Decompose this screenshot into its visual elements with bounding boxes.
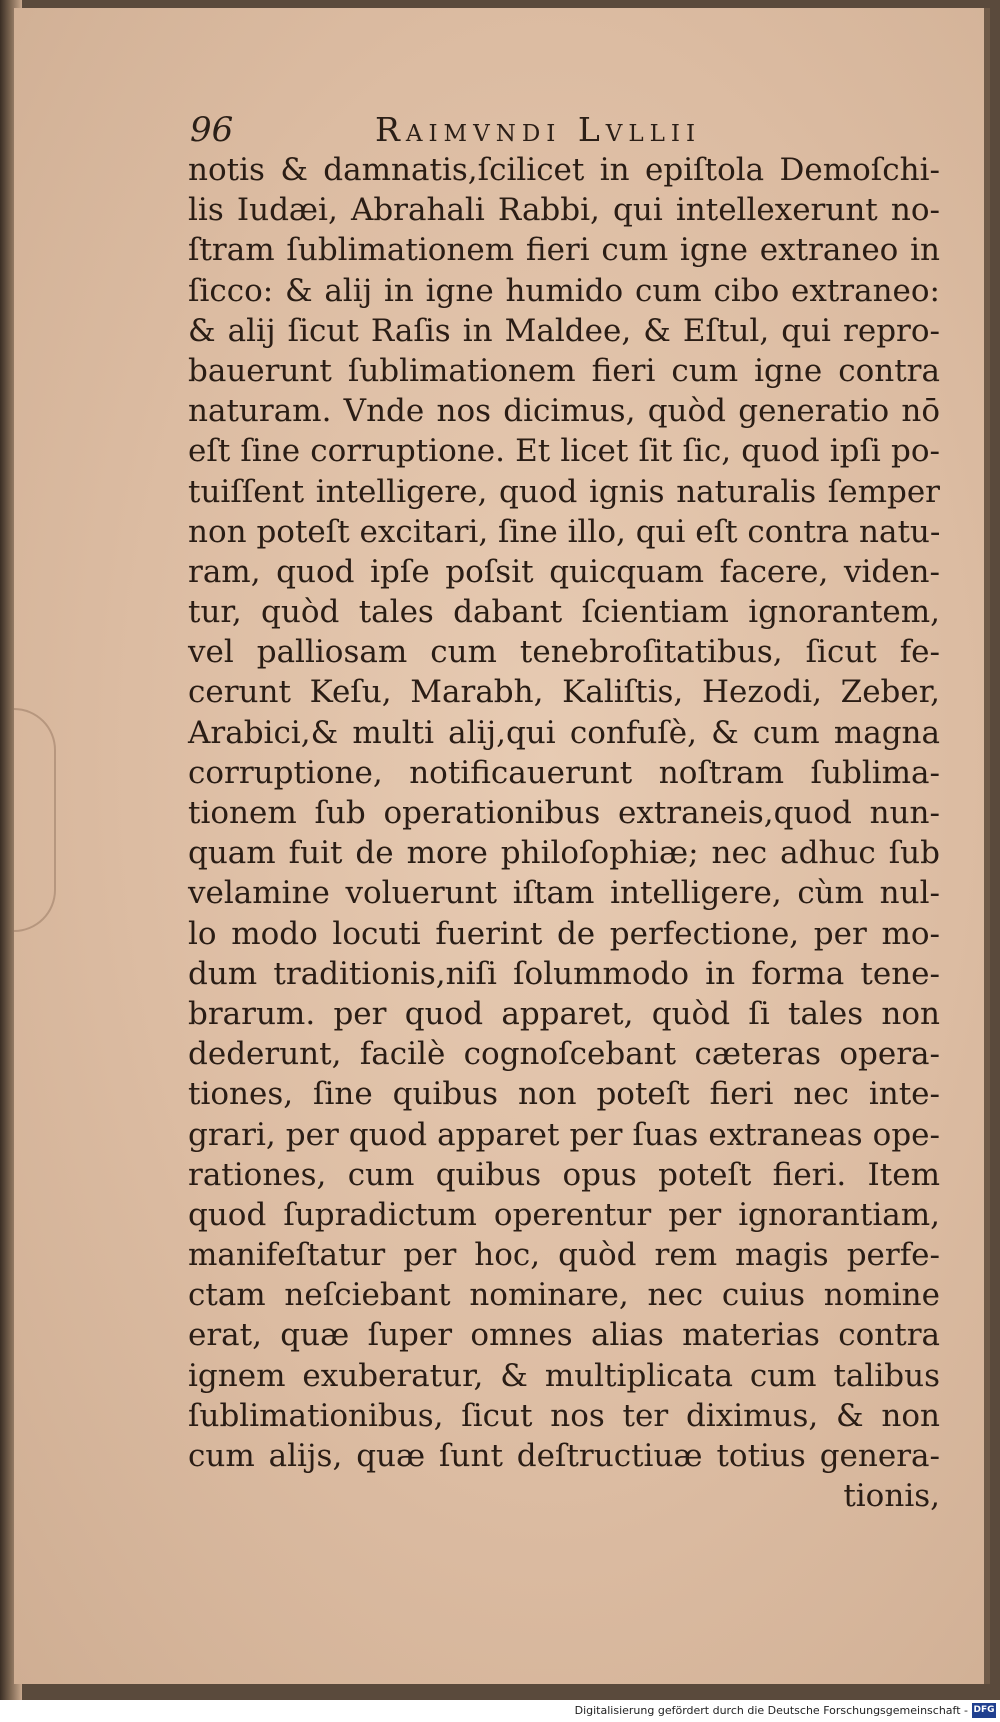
text-line: velamine voluerunt iſtam intelligere, cùm nul- [188, 875, 940, 912]
text-line: naturam. Vnde nos dicimus, quòd generatio nō [188, 393, 940, 430]
text-line: tuiſſent intelligere, quod ignis naturalis ſemper [188, 473, 940, 510]
text-line-catchword: tionis, [843, 1478, 940, 1515]
text-line: cerunt Keſu, Marabh, Kaliſtis, Hezodi, Zeber, [188, 674, 940, 711]
running-head [190, 108, 830, 152]
funding-credit-bar [0, 1700, 1000, 1722]
text-line: quam fuit de more philoſophiæ; nec adhuc ſub [188, 835, 940, 872]
text-line: tur, quòd tales dabant ſcientiam ignorantem, [188, 594, 940, 631]
text-line: ſublimationibus, ſicut nos ter diximus, & non [188, 1397, 940, 1434]
text-line: dum traditionis,niſi ſolummodo in forma tene- [188, 955, 940, 992]
text-line: ignem exuberatur, & multiplicata cum talibus [188, 1357, 940, 1394]
text-line: ctam neſciebant nominare, nec cuius nomine [188, 1277, 940, 1314]
page-number: 96 [190, 110, 234, 150]
dfg-logo: DFG [972, 1703, 996, 1718]
text-line: quod ſupradictum operentur per ignorantiam, [188, 1196, 940, 1233]
running-title: Raimvndi Lvllii [375, 110, 702, 149]
text-line: bauerunt ſublimationem fieri cum igne contra [188, 352, 940, 389]
text-line: eſt ſine corruptione. Et licet ſit ſic, quod ipſi po- [188, 433, 940, 470]
text-line: lis Iudæi, Abrahali Rabbi, qui intellexerunt no- [188, 192, 940, 229]
text-line: grari, per quod apparet per ſuas extraneas ope- [188, 1116, 940, 1153]
text-line: non poteſt excitari, ſine illo, qui eſt contra natu- [188, 513, 941, 550]
text-line: ſicco: & alij in igne humido cum cibo extraneo: [188, 272, 940, 309]
text-line: vel palliosam cum tenebroſitatibus, ſicut fe- [188, 634, 940, 671]
text-line: Arabici,& multi alij,qui confuſè, & cum magna [188, 714, 940, 751]
text-line: dederunt, facilè cognoſcebant cæteras opera- [188, 1036, 940, 1073]
text-line: & alij ſicut Raſis in Maldee, & Eſtul, qui repro- [188, 312, 940, 349]
page-stain-mark [14, 708, 56, 932]
text-line: ſtram ſublimationem fieri cum igne extraneo in [188, 232, 940, 269]
text-line: erat, quæ ſuper omnes alias materias contra [188, 1317, 940, 1354]
text-line: notis & damnatis,ſcilicet in epiſtola Demoſchi- [188, 152, 940, 188]
text-line: tionem ſub operationibus extraneis,quod nun- [188, 795, 940, 831]
text-line: ram, quod ipſe poſsit quicquam facere, viden- [188, 553, 940, 590]
text-line: tiones, ſine quibus non poteſt fieri nec inte- [188, 1076, 940, 1113]
text-line: brarum. per quod apparet, quòd ſi tales non [188, 995, 940, 1032]
text-line: rationes, cum quibus opus poteſt fieri. Item [188, 1156, 940, 1193]
body-text [188, 150, 940, 1516]
funding-credit-text: Digitalisierung gefördert durch die Deutsche Forschungsgemeinschaft - [574, 1704, 968, 1717]
text-line: manifeſtatur per hoc, quòd rem magis perfe- [188, 1237, 940, 1274]
text-line: corruptione, notificauerunt noſtram ſublima- [188, 754, 940, 791]
text-line: lo modo locuti fuerint de perfectione, per mo- [188, 915, 940, 952]
text-line: cum alijs, quæ ſunt deſtructiuæ totius genera- [188, 1438, 940, 1474]
